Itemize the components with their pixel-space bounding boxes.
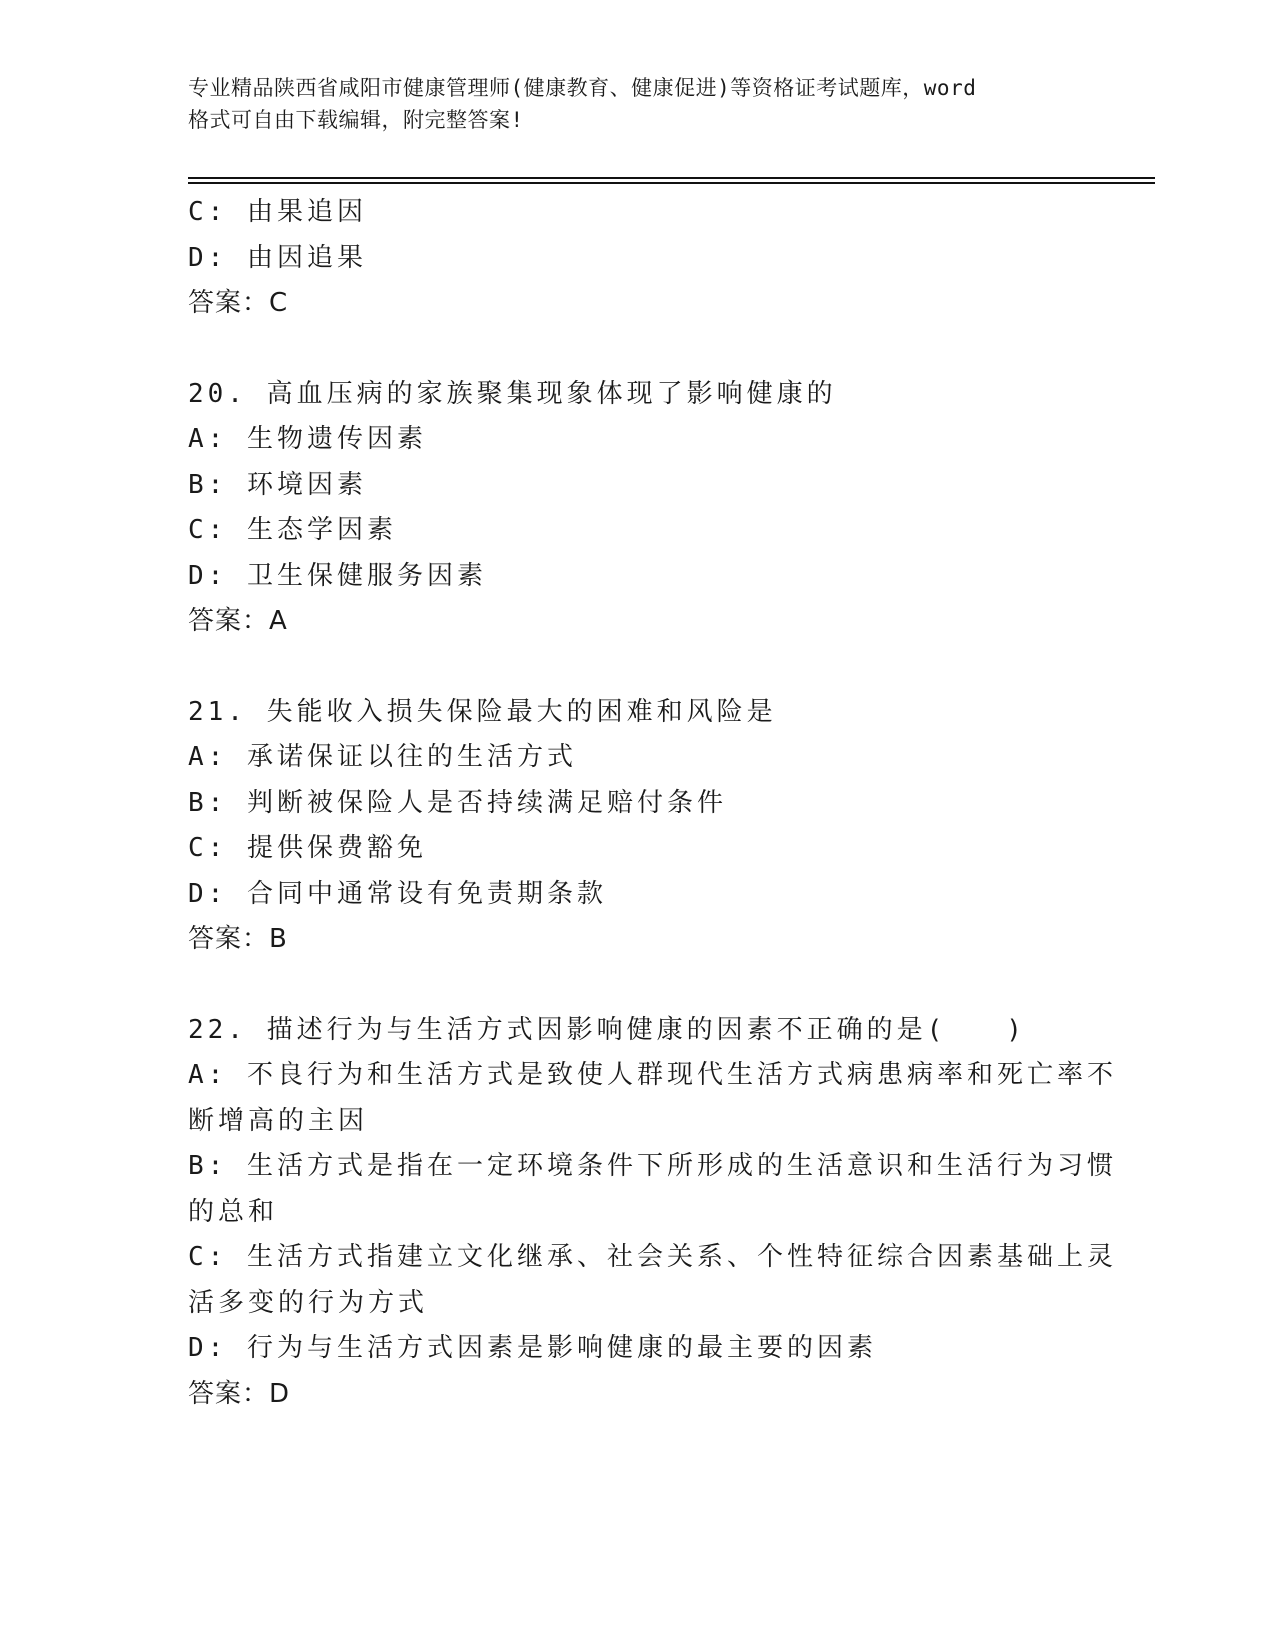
option-b-line-1: B: 生活方式是指在一定环境条件下所形成的生活意识和生活行为习惯 (188, 1151, 1117, 1181)
option-c-line-2: 活多变的行为方式 (188, 1287, 429, 1318)
header-line-2: 格式可自由下载编辑，附完整答案! (188, 108, 524, 132)
option-b: B: 判断被保险人是否持续满足赔付条件 (188, 787, 727, 818)
answer-line: 答案：D (188, 1378, 291, 1409)
option-a: A: 承诺保证以往的生活方式 (188, 742, 577, 772)
previous-question-tail (188, 190, 1088, 327)
option-c: C: 生态学因素 (188, 515, 397, 545)
spacer (188, 645, 1088, 690)
option-d: D: 行为与生活方式因素是影响健康的最主要的因素 (188, 1333, 877, 1363)
option-b-line-2: 的总和 (188, 1196, 279, 1227)
spacer (188, 327, 1088, 372)
question-20 (188, 372, 1088, 645)
option-d: D: 由因追果 (188, 242, 367, 273)
option-a-line-2: 断增高的主因 (188, 1105, 369, 1136)
question-21 (188, 690, 1088, 963)
header-line-1: 专业精品陕西省咸阳市健康管理师(健康教育、健康促进)等资格证考试题库，word (188, 76, 977, 100)
answer-line: 答案：C (188, 288, 289, 318)
question-content (188, 190, 1117, 1417)
header-divider-top (188, 177, 1155, 179)
option-b: B: 环境因素 (188, 469, 367, 500)
option-d: D: 卫生保健服务因素 (188, 560, 487, 591)
option-c-line-1: C: 生活方式指建立文化继承、社会关系、个性特征综合因素基础上灵 (188, 1242, 1117, 1272)
answer-line: 答案：A (188, 606, 288, 636)
header-divider-bottom (188, 182, 1155, 184)
option-c: C: 提供保费豁免 (188, 833, 427, 863)
answer-line: 答案：B (188, 924, 288, 954)
spacer (188, 963, 1088, 1008)
option-a: A: 生物遗传因素 (188, 424, 427, 454)
question-stem: 21. 失能收入损失保险最大的困难和风险是 (188, 696, 777, 727)
question-22 (188, 1008, 1117, 1418)
option-c: C: 由果追因 (188, 197, 367, 227)
question-stem: 22. 描述行为与生活方式因影响健康的因素不正确的是( ) (188, 1014, 1026, 1045)
document-header (188, 72, 1088, 136)
option-a-line-1: A: 不良行为和生活方式是致使人群现代生活方式病患病率和死亡率不 (188, 1060, 1117, 1090)
question-stem: 20. 高血压病的家族聚集现象体现了影响健康的 (188, 378, 837, 409)
option-d: D: 合同中通常设有免责期条款 (188, 878, 607, 909)
